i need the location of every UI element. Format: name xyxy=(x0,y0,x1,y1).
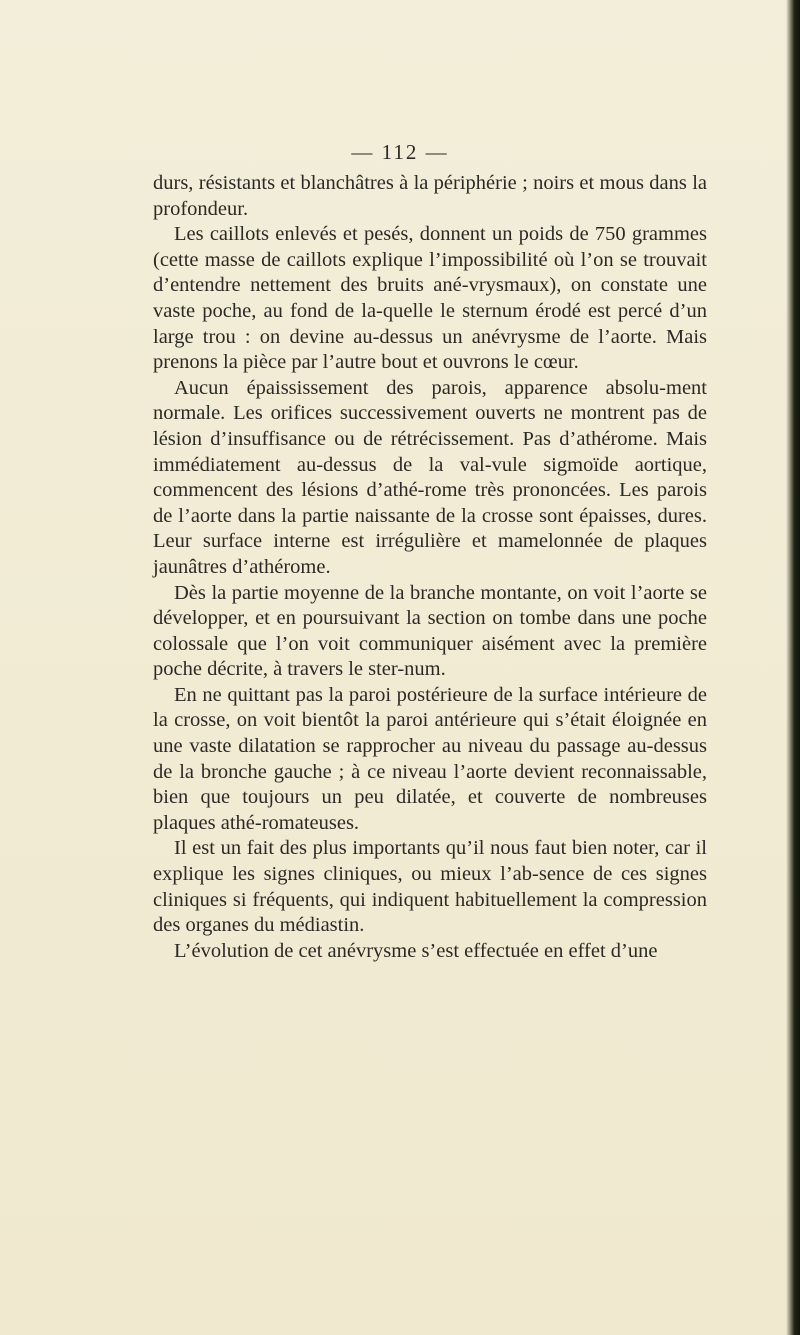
paragraph-4: Dès la partie moyenne de la branche montante, on voit l’aorte se développer, et en poursuivant la section on tombe dans une poche colossale que l’on voit communiquer aisément avec la première poche décrite, à travers le ster-num. xyxy=(153,581,707,681)
body-text xyxy=(153,171,707,964)
paragraph-2: Les caillots enlevés et pesés, donnent un poids de 750 grammes (cette masse de caillots explique l’impossibilité où l’on se trouvait d’entendre nettement des bruits ané-vrysmaux), on constate une vaste poche, au fond de la-quelle le sternum érodé est percé d’un large trou : on devine au-dessus un anévrysme de l’aorte. Mais prenons la pièce par l’autre bout et ouvrons le cœur. xyxy=(153,223,707,374)
paragraph-3: Aucun épaississement des parois, apparence absolu-ment normale. Les orifices successivement ouverts ne montrent pas de lésion d’insuffisance ou de rétrécissement. Pas d’athérome. Mais immédiatement au-dessus de la val-vule sigmoïde aortique, commencent des lésions d’athé-rome très prononcées. Les parois de l’aorte dans la partie naissante de la crosse sont épaisses, dures. Leur surface interne est irrégulière et mamelonnée de plaques jaunâtres d’athérome. xyxy=(153,376,707,578)
paragraph-5: En ne quittant pas la paroi postérieure de la surface intérieure de la crosse, on voit bientôt la paroi antérieure qui s’était éloignée en une vaste dilatation se rapprocher au niveau du passage au-dessus de la bronche gauche ; à ce niveau l’aorte devient reconnaissable, bien que toujours un peu dilatée, et couverte de nombreuses plaques athé-romateuses. xyxy=(153,683,707,834)
paragraph-7: L’évolution de cet anévrysme s’est effectuée en effet d’une xyxy=(174,939,658,962)
page-number: — 112 — xyxy=(351,140,449,164)
page-edge-shadow xyxy=(786,0,800,1335)
paragraph-6: Il est un fait des plus importants qu’il nous faut bien noter, car il explique les signes cliniques, ou mieux l’ab-sence de ces signes cliniques si fréquents, qui indiquent habituellement la compression des organes du médiastin. xyxy=(153,837,707,937)
paragraph-1: durs, résistants et blanchâtres à la périphérie ; noirs et mous dans la profondeur. xyxy=(153,172,707,220)
